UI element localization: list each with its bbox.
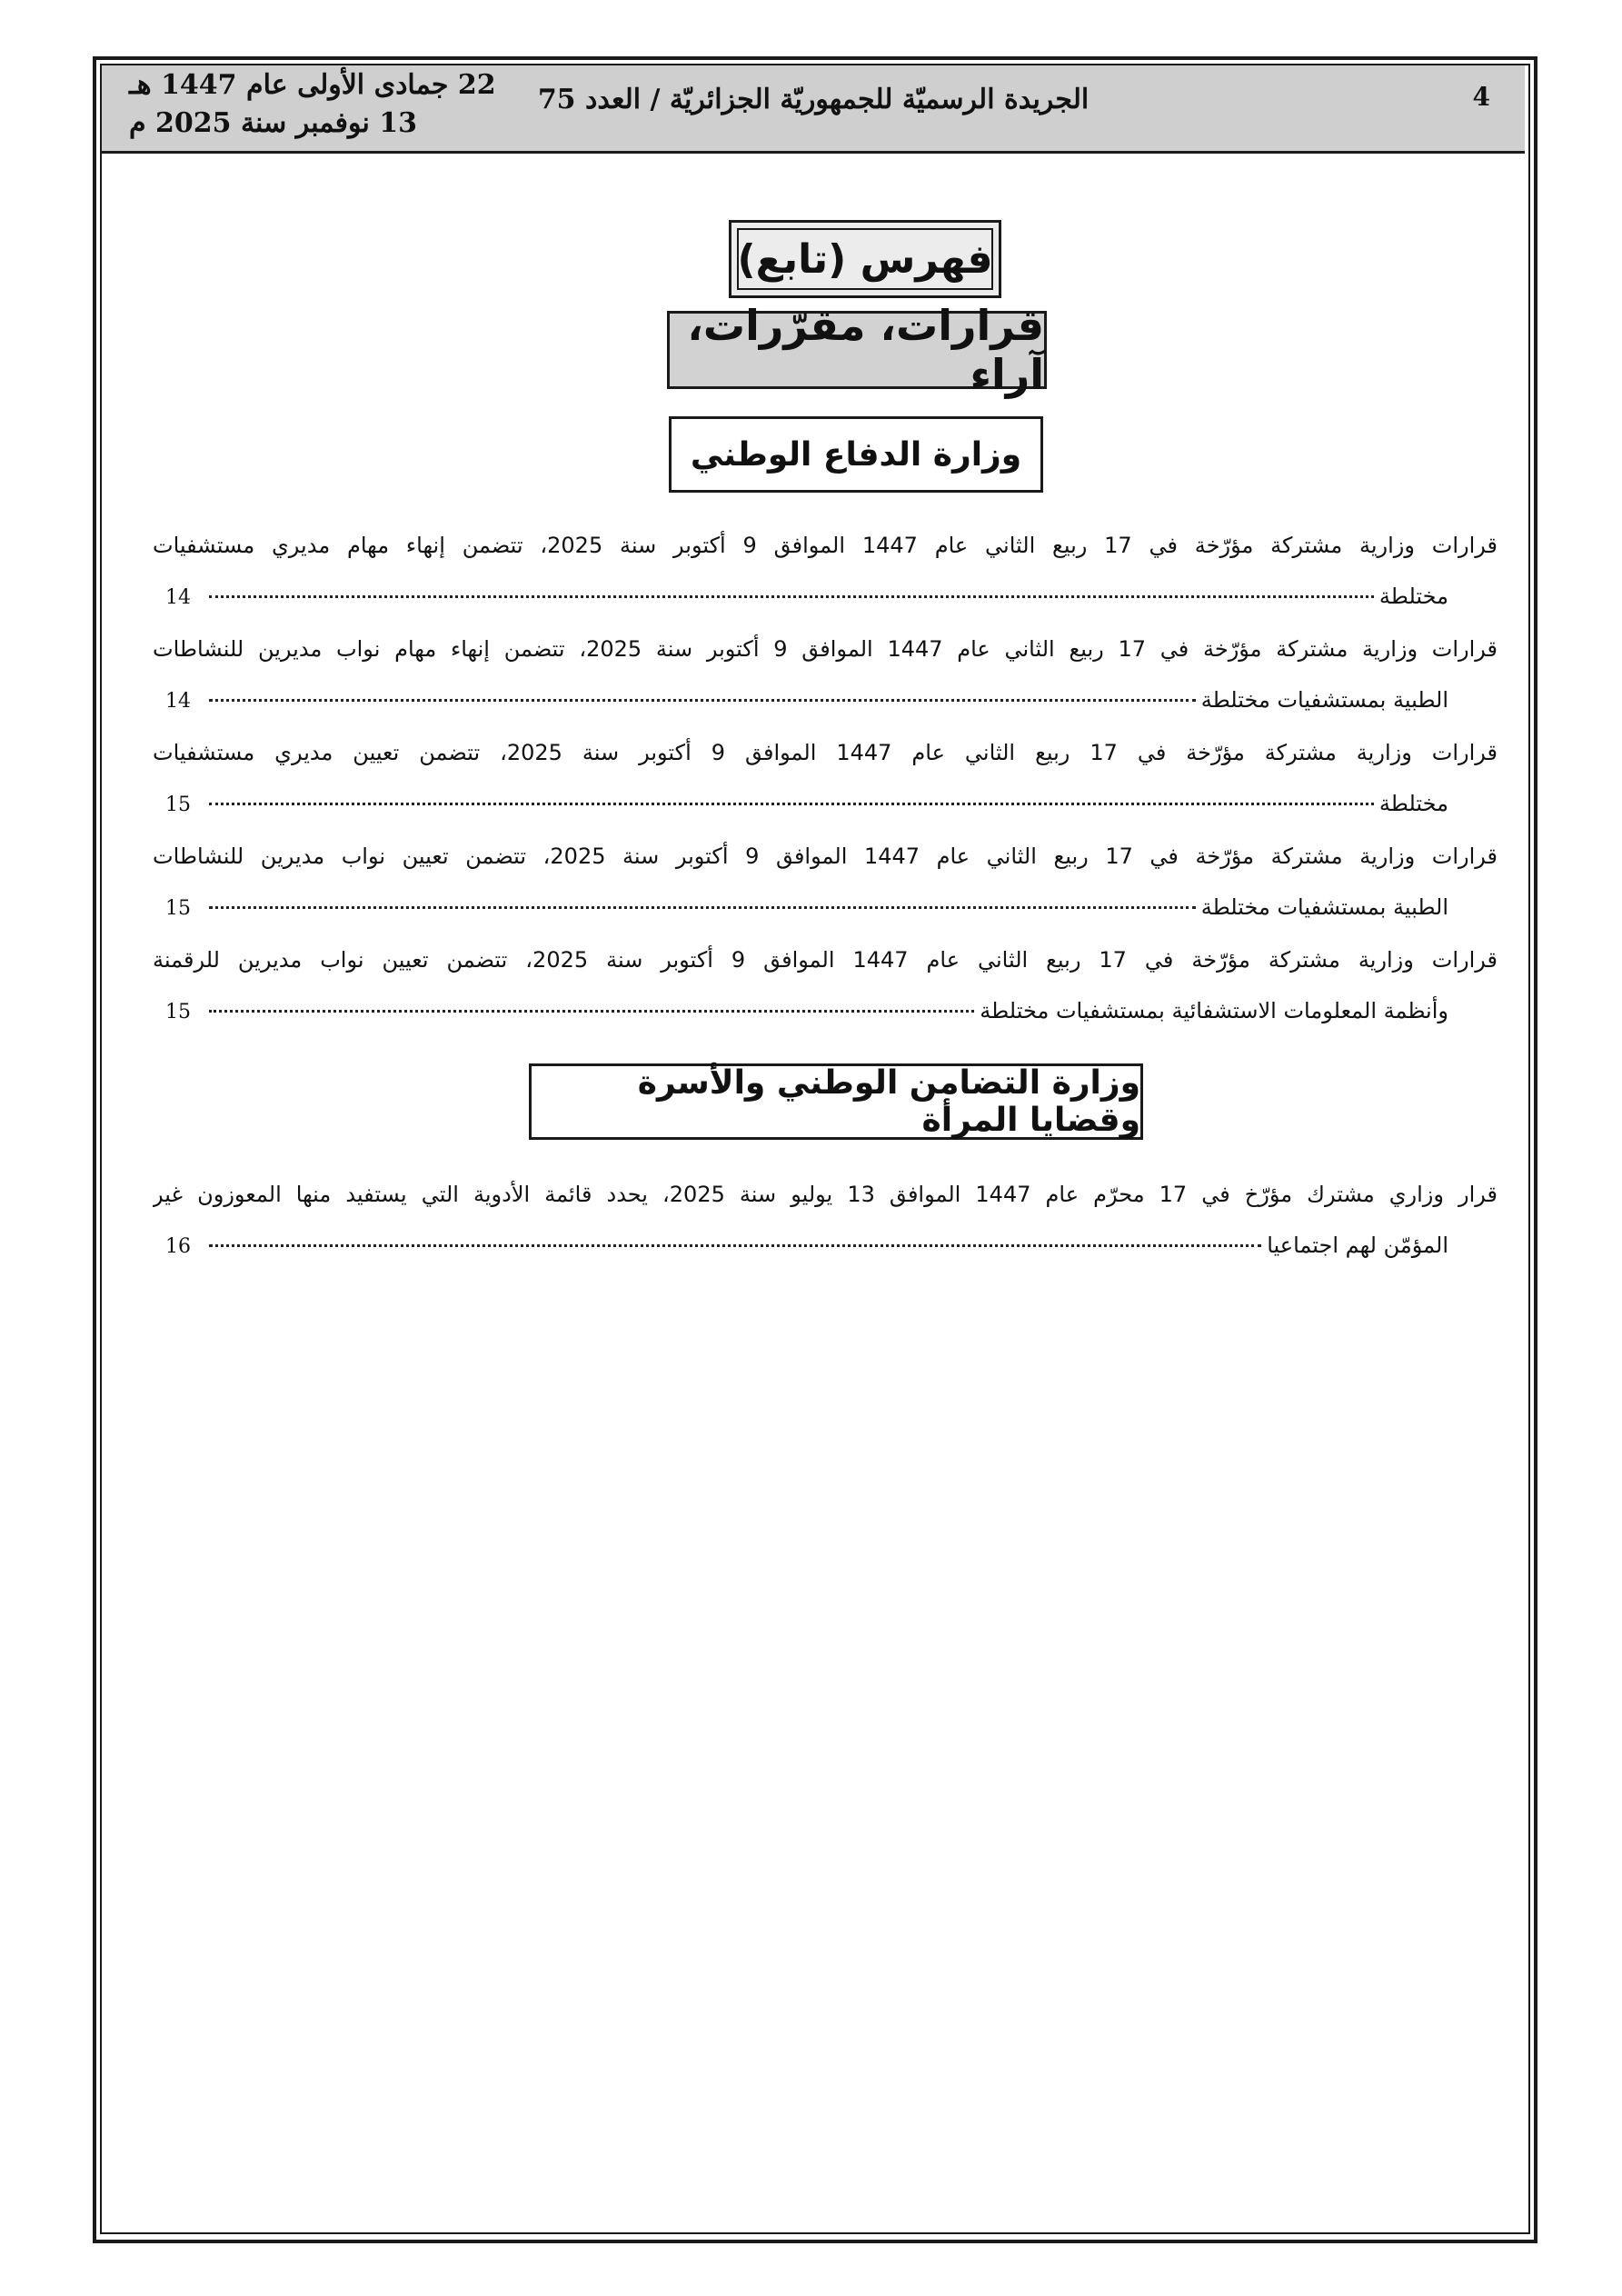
entry-title-cont: المؤمّن لهم اجتماعيا [1267,1233,1448,1258]
entry-page-number: 15 [165,897,191,920]
leader-dots [209,803,1374,805]
hijri-date: 22 جمادى الأولى عام 1447 هـ [129,69,496,101]
entry-title: قرارات وزارية مشتركة مؤرّخة في 17 ربيع الثاني عام 1447 الموافق 9 أكتوبر سنة 2025، تتضمن تعيين مديري مستشفيات [153,740,1498,765]
ministry-name: وزارة التضامن الوطني والأسرة وقضايا المرأة [637,1064,1140,1139]
toc-entry [153,727,1503,831]
toc-entry [153,520,1503,624]
journal-title: الجريدة الرسميّة للجمهوريّة الجزائريّة / العدد 75 [537,84,1090,115]
entry-title-cont: مختلطة [1378,584,1448,609]
leader-dots [209,906,1196,909]
toc-entry [153,624,1503,727]
entry-page-number: 14 [165,690,191,713]
entry-title: قرارات وزارية مشتركة مؤرّخة في 17 ربيع الثاني عام 1447 الموافق 9 أكتوبر سنة 2025، تتضمن تعيين نواب مديرين للنشاطات [153,844,1498,869]
toc-entry [153,831,1503,934]
index-title: فهرس (تابع) [737,235,993,283]
entry-page-number: 15 [165,1001,191,1023]
entry-title: قرارات وزارية مشتركة مؤرّخة في 17 ربيع الثاني عام 1447 الموافق 9 أكتوبر سنة 2025، تتضمن إنهاء مهام مديري مستشفيات [153,533,1498,558]
entry-title-cont: الطبية بمستشفيات مختلطة [1200,894,1448,920]
section-title: قرارات، مقرّرات، آراء [687,301,1044,399]
toc-entry [153,1169,1503,1273]
entry-page-number: 16 [165,1235,191,1258]
ministry-heading-defense [669,416,1043,493]
page-number: 4 [1472,82,1490,112]
entry-title: قرارات وزارية مشتركة مؤرّخة في 17 ربيع الثاني عام 1447 الموافق 9 أكتوبر سنة 2025، تتضمن إنهاء مهام نواب مديرين للنشاطات [153,636,1498,662]
entry-title-cont: مختلطة [1378,791,1448,816]
leader-dots [209,595,1374,598]
entry-page-number: 15 [165,794,191,816]
gregorian-date: 13 نوفمبر سنة 2025 م [129,107,418,139]
header-bar [102,65,1525,154]
leader-dots [209,1010,974,1013]
entry-title: قرارات وزارية مشتركة مؤرّخة في 17 ربيع الثاني عام 1447 الموافق 9 أكتوبر سنة 2025، تتضمن تعيين نواب مديرين للرقمنة [153,947,1498,973]
entry-title-cont: الطبية بمستشفيات مختلطة [1200,687,1448,713]
leader-dots [209,1244,1261,1247]
entry-page-number: 14 [165,586,191,609]
toc-entry [153,934,1503,1038]
section-title-box [667,301,1047,399]
entry-title-cont: وأنظمة المعلومات الاستشفائية بمستشفيات مختلطة [980,998,1448,1023]
entry-title: قرار وزاري مشترك مؤرّخ في 17 محرّم عام 1447 الموافق 13 يوليو سنة 2025، يحدد قائمة الأدوية التي يستفيد منها المعوزون غير [153,1182,1498,1207]
ministry-heading-solidarity [529,1063,1143,1140]
ministry-name: وزارة الدفاع الوطني [690,435,1022,474]
index-title-box [729,220,1001,298]
leader-dots [209,699,1196,702]
